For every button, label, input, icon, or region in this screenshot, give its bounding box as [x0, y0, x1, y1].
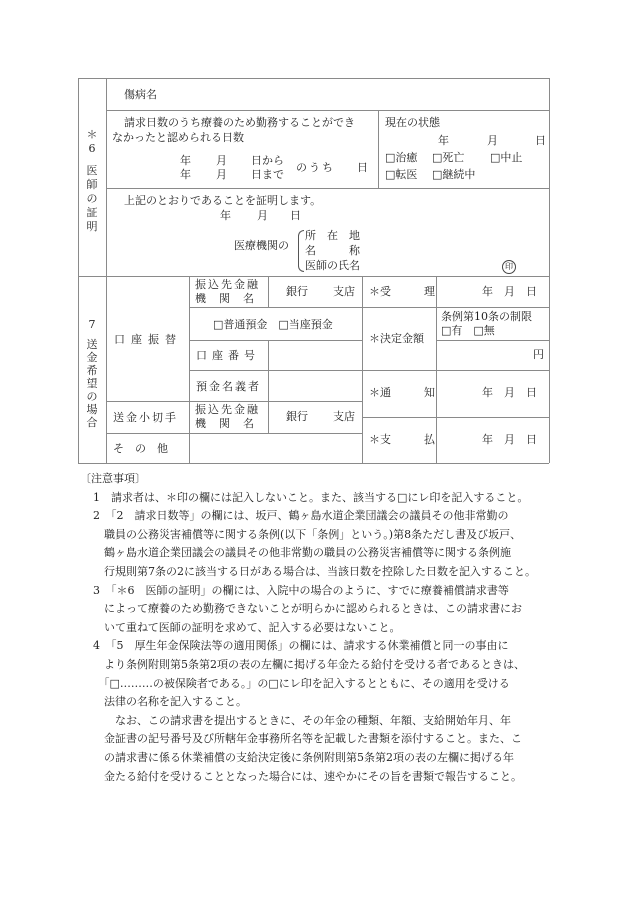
- section-title: 送金希望の場合: [86, 338, 98, 429]
- of-which-label: のうち: [296, 161, 335, 174]
- note-line: より条例附則第5条第2項の表の左欄に掲げる年金たる給付を受ける者であるときは、: [82, 657, 525, 671]
- to-month-label: 月: [216, 168, 227, 181]
- to-day-label: 日まで: [251, 168, 284, 181]
- account-holder-label: 預金名義者: [196, 380, 261, 393]
- status-checkbox-discontinued[interactable]: □中止: [490, 151, 523, 164]
- other-field[interactable]: [191, 435, 360, 461]
- note-line: 金たる給付を受けることとなった場合には、速やかにその旨を書類で報告すること。: [82, 769, 522, 783]
- table-border-bottom: [78, 463, 549, 464]
- bank-name-label-line2: 機 関 名: [195, 417, 255, 430]
- branch-suffix: 支店: [333, 285, 355, 298]
- note-line: いて重ねて医師の証明を求めて、記入する必要はないこと。: [82, 620, 401, 634]
- days-count-label: 日: [357, 161, 368, 174]
- notice-label: ＊通 知: [369, 386, 435, 399]
- note-line: 行規則第7条の2に該当する日がある場合は、当該日数を控除した日数を記入すること。: [82, 564, 536, 578]
- row-divider: [189, 307, 362, 308]
- note-line: 4 「5 厚生年金保険法等の適用関係」の欄には、請求する休業補償と同一の事由に: [82, 639, 509, 653]
- account-transfer-label: 口座振替: [114, 333, 182, 346]
- note-line: なお、この請求書を提出するときに、その年金の種類、年額、支給開始年月、年: [82, 713, 511, 727]
- asterisk-mark: ＊: [86, 128, 98, 141]
- status-month-label: 月: [487, 134, 498, 147]
- account-number-label: 口座番号: [196, 349, 260, 362]
- institution-prefix: 医療機関の: [234, 239, 289, 252]
- bank-name-label-line2: 機 関 名: [195, 292, 255, 305]
- from-month-label: 月: [216, 154, 227, 167]
- certify-statement: 上記のとおりであることを証明します。: [124, 194, 322, 207]
- from-day-label: 日から: [251, 154, 284, 167]
- days-question-line2: なかったと認められる日数: [112, 131, 244, 144]
- status-checkbox-died[interactable]: □死亡: [432, 151, 465, 164]
- section-number: 6: [88, 142, 96, 155]
- table-border-right: [549, 78, 550, 463]
- doctor-name-label: 医師の氏名: [305, 259, 360, 272]
- notice-date: 年 月 日: [482, 386, 537, 399]
- institution-address-label: 所 在 地: [305, 229, 360, 242]
- note-line: の請求書に係る休業補償の支給決定後に条例附則第5条第2項の表の左欄に掲げる年: [82, 750, 514, 764]
- status-label: 現在の状態: [385, 116, 440, 129]
- note-line: によって療養のため勤務できないことが明らかに認められるときは、この請求書にお: [82, 602, 522, 616]
- remittance-check-label: 送金小切手: [113, 411, 178, 424]
- row-divider: [436, 340, 549, 341]
- payment-date: 年 月 日: [482, 433, 537, 446]
- decided-amount-label: ＊決定金額: [369, 332, 424, 345]
- notes-heading: 〔注意事項〕: [80, 472, 146, 485]
- bank-suffix: 銀行: [286, 410, 308, 423]
- table-border-left: [78, 78, 79, 463]
- certify-month-label: 月: [257, 209, 268, 222]
- account-number-field[interactable]: [270, 342, 360, 368]
- received-date: 年 月 日: [482, 285, 537, 298]
- status-year-label: 年: [438, 134, 449, 147]
- row-divider: [362, 417, 549, 418]
- notes-list: [82, 489, 552, 787]
- restriction-checkboxes[interactable]: □有 □無: [441, 324, 495, 337]
- bank-name-label-line1: 振込先金融: [195, 403, 260, 416]
- status-column-divider: [378, 110, 379, 188]
- branch-suffix: 支店: [333, 410, 355, 423]
- disease-name-field[interactable]: [307, 80, 547, 108]
- payment-label: ＊支 払: [369, 433, 435, 446]
- received-label: ＊受 理: [369, 285, 435, 298]
- note-line: 3 「＊6 医師の証明」の欄には、入院中の場合のように、すでに療養補償請求書等: [82, 583, 509, 597]
- restriction-label: 条例第10条の制限: [441, 310, 532, 323]
- row-divider: [106, 433, 362, 434]
- row-divider: [106, 401, 362, 402]
- label-column-divider: [106, 78, 107, 463]
- to-year-label: 年: [180, 168, 191, 181]
- col-divider: [268, 276, 269, 307]
- note-line: 2 「2 請求日数等」の欄には、坂戸、鶴ヶ島水道企業団議会の議員その他非常勤の: [82, 509, 509, 523]
- row-divider: [189, 340, 362, 341]
- notes-section: [82, 470, 552, 786]
- row-divider: [106, 188, 549, 189]
- note-line: 1 請求者は、＊印の欄には記入しないこと。また、該当する□にレ印を記入すること。: [82, 490, 529, 504]
- row-divider: [106, 110, 549, 111]
- section-divider: [78, 276, 549, 277]
- bank-suffix: 銀行: [286, 285, 308, 298]
- section-title: 医師の証明: [86, 164, 98, 233]
- status-checkbox-cured[interactable]: □治癒: [385, 151, 418, 164]
- days-question-line1: 請求日数のうち療養のため勤務することができ: [124, 116, 355, 129]
- note-line: 職員の公務災害補償等に関する条例(以下「条例」という。)第8条ただし書及び坂戸、: [82, 527, 522, 541]
- bank-name-label-line1: 振込先金融: [195, 278, 260, 291]
- note-line: 鶴ヶ島水道企業団議会の議員その他非常勤の職員の公務災害補償等に関する条例施: [82, 546, 511, 560]
- col-divider: [268, 340, 269, 433]
- yen-label: 円: [533, 348, 544, 361]
- seal-icon: 印: [502, 260, 516, 274]
- institution-name-label: 名 称: [305, 244, 360, 257]
- note-line: 「□………の被保険者である。」の□にレ印を記入するとともに、その適用を受ける: [82, 676, 510, 690]
- row-divider: [189, 370, 362, 371]
- deposit-type-checkboxes[interactable]: □普通預金 □当座預金: [213, 318, 333, 331]
- disease-name-label: 傷病名: [124, 88, 157, 101]
- certify-day-label: 日: [290, 209, 301, 222]
- status-checkbox-transferred[interactable]: □転医: [385, 168, 418, 181]
- certify-year-label: 年: [220, 209, 231, 222]
- status-checkbox-continuing[interactable]: □継続中: [432, 168, 476, 181]
- from-year-label: 年: [180, 154, 191, 167]
- table-border-top: [78, 78, 549, 79]
- brace-icon: [298, 230, 304, 272]
- status-day-label: 日: [535, 134, 546, 147]
- row-divider: [362, 307, 549, 308]
- section-number: 7: [88, 318, 96, 331]
- row-divider: [362, 370, 549, 371]
- other-label: そ の 他: [113, 442, 168, 455]
- note-line: 金証書の記号番号及び所轄年金事務所名等を記載した書類を添付すること。また、こ: [82, 732, 522, 746]
- note-line: 法律の名称を記入すること。: [82, 695, 247, 709]
- account-holder-field[interactable]: [270, 372, 360, 399]
